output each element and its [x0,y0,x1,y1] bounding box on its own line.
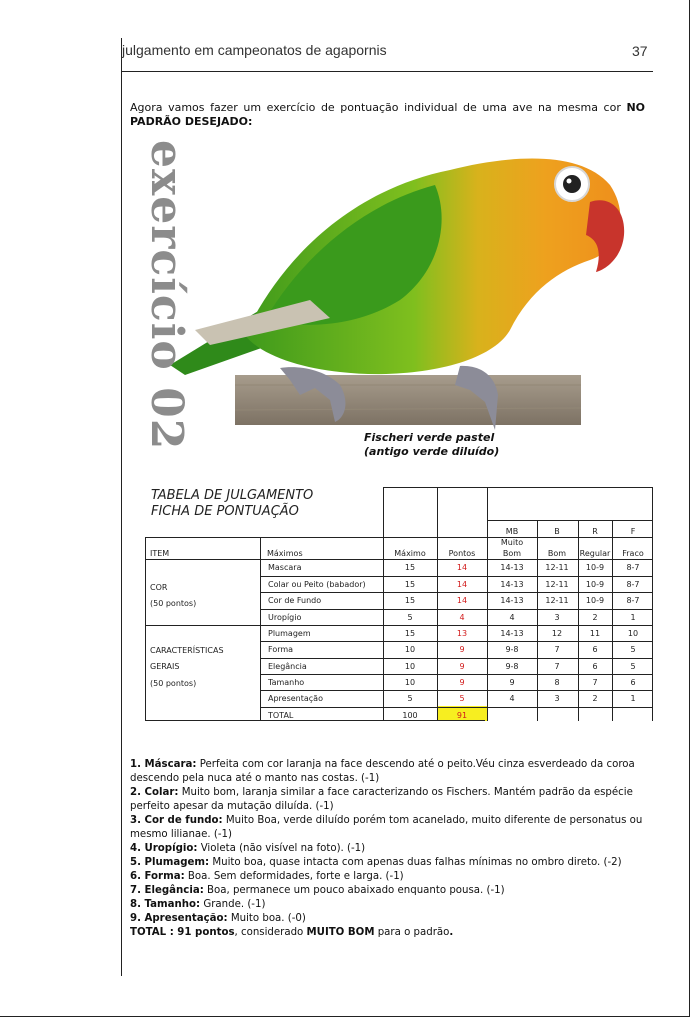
margin-rule [121,38,122,976]
group-caracteristicas: CARACTERÍSTICAS [150,646,224,655]
table-title-line2: FICHA DE PONTUAÇÃO [151,504,299,519]
row-r: 10-9 [585,563,605,572]
row-max: 10 [404,662,416,671]
note-text: Grande. (-1) [200,899,266,910]
note-text: Boa, permanece um pouco abaixado enquanto pousa. (-1) [203,885,505,896]
total-label: TOTAL [268,711,294,720]
row-label: Cor de Fundo [268,596,322,605]
header-f-sub: Fraco [622,549,644,558]
row-mb: 14-13 [500,629,524,638]
note-label: 3. Cor de fundo: [130,815,223,826]
caption-line1: Fischeri verde pastel [364,431,495,444]
header-rule [121,71,653,72]
group-caracteristicas-sub: (50 pontos) [150,679,197,688]
note-label: 7. Elegância: [130,885,204,896]
note-text: Muito boa. (-0) [227,913,306,924]
row-r: 11 [589,629,601,638]
note-item [130,814,650,842]
table-title-line1: TABELA DE JULGAMENTO [151,488,314,503]
table-rule [260,641,653,642]
row-f: 8-7 [626,580,640,589]
row-points: 9 [459,662,465,671]
row-label: Uropígio [268,613,302,622]
judging-table [145,487,654,721]
table-rule [145,537,146,721]
note-label: 1. Máscara: [130,759,197,770]
note-label: 9. Apresentação: [130,913,228,924]
note-text: Perfeita com cor laranja na face descendo até o peito.Véu cinza esverdeado da coroa descendo pela nuca até o manto nas costas. (-1) [130,759,635,784]
row-label: Forma [268,645,294,654]
total-note-part: . [449,927,454,938]
row-r: 10-9 [585,580,605,589]
row-mb: 4 [509,694,515,703]
total-points: 91 [456,711,468,720]
table-rule [260,658,653,659]
table-rule [260,537,261,721]
row-b: 7 [554,662,560,671]
row-points: 4 [459,613,465,622]
row-b: 12 [551,629,563,638]
row-mb: 14-13 [500,580,524,589]
row-max: 5 [407,613,413,622]
row-f: 8-7 [626,563,640,572]
header-item: ITEM [150,549,170,558]
note-item [130,884,650,898]
note-label: 6. Forma: [130,871,185,882]
table-rule [260,707,653,708]
header-b-sub: Bom [547,549,567,558]
header-pontos: Pontos [448,549,476,558]
row-f: 5 [630,662,636,671]
row-points: 13 [456,629,468,638]
note-item [130,786,650,814]
note-item [130,856,650,870]
total-note-part: TOTAL : 91 pontos [130,927,235,938]
table-rule [260,609,653,610]
header-r: R [592,527,598,536]
note-item [130,898,650,912]
row-f: 10 [627,629,639,638]
row-mb: 14-13 [500,596,524,605]
row-r: 6 [592,645,598,654]
total-note-part: para o padrão [374,927,450,938]
note-item [130,758,650,786]
intro-paragraph [130,101,645,129]
row-mb: 4 [509,613,515,622]
row-mb: 14-13 [500,563,524,572]
row-f: 1 [630,613,636,622]
row-r: 2 [592,694,598,703]
note-text: Muito bom, laranja similar a face caracterizando os Fischers. Mantém padrão da espécie perfeito apesar da mutação diluída. (-1) [130,787,633,812]
total-note-part: MUITO BOM [306,927,375,938]
group-cor: COR [150,583,168,592]
exercise-title-vertical [140,140,192,451]
header-mb-sub2: Bom [502,549,522,558]
row-b: 7 [554,645,560,654]
row-points: 14 [456,580,468,589]
caption-line2: (antigo verde diluído) [364,445,500,458]
row-label: Colar ou Peito (babador) [268,580,366,589]
table-rule [383,487,653,488]
note-text: Muito Boa, verde diluído porém tom acanelado, muito diferente de personatus ou mesmo lilianae. (-1) [130,815,643,840]
row-max: 15 [404,580,416,589]
row-b: 8 [554,678,560,687]
note-label: 5. Plumagem: [130,857,210,868]
table-rule [145,720,485,721]
note-item [130,912,650,926]
total-note-part: , considerado [234,927,307,938]
intro-bold: NO PADRÃO DESEJADO: [130,101,645,128]
header-mb: MB [505,527,519,536]
row-r: 7 [592,678,598,687]
intro-text: Agora vamos fazer um exercício de pontuação individual de uma ave na mesma cor [130,101,627,114]
row-b: 3 [554,694,560,703]
group-gerais: GERAIS [150,662,180,671]
header-maximo: Máximo [394,549,426,558]
row-f: 6 [630,678,636,687]
photo-caption [364,431,499,459]
row-max: 15 [404,629,416,638]
row-r: 2 [592,613,598,622]
row-points: 9 [459,678,465,687]
note-text: Boa. Sem deformidades, forte e larga. (-1) [184,871,404,882]
row-label: Elegância [268,662,307,671]
row-max: 10 [404,645,416,654]
row-f: 8-7 [626,596,640,605]
row-mb: 9 [509,678,515,687]
lovebird-illustration [150,140,630,450]
row-label: Tamanho [268,678,305,687]
row-label: Mascara [268,563,302,572]
note-label: 8. Tamanho: [130,899,201,910]
row-max: 10 [404,678,416,687]
row-mb: 9-8 [505,662,519,671]
row-b: 12-11 [545,596,569,605]
table-rule [260,690,653,691]
table-rule [145,559,653,560]
note-item [130,842,650,856]
header-maximos: Máximos [267,549,303,558]
running-header: julgamento em campeonatos de agapornis [122,42,387,58]
row-mb: 9-8 [505,645,519,654]
exercise-title-text: exercício 02 [141,140,192,451]
row-b: 12-11 [545,563,569,572]
row-points: 14 [456,563,468,572]
header-r-sub: Regular [579,549,611,558]
table-rule [145,625,653,626]
row-max: 5 [407,694,413,703]
table-rule [260,674,653,675]
row-r: 10-9 [585,596,605,605]
note-label: 4. Uropígio: [130,843,198,854]
total-note [130,926,650,940]
page-number: 37 [632,43,648,59]
row-points: 9 [459,645,465,654]
note-text: Muito boa, quase intacta com apenas duas falhas mínimas no ombro direto. (-2) [209,857,622,868]
header-b: B [554,527,560,536]
total-max: 100 [402,711,418,720]
row-points: 5 [459,694,465,703]
note-text: Violeta (não visível na foto). (-1) [197,843,366,854]
row-label: Plumagem [268,629,311,638]
scoring-notes [130,758,650,940]
row-f: 5 [630,645,636,654]
header-f: F [630,527,636,536]
row-b: 12-11 [545,580,569,589]
row-points: 14 [456,596,468,605]
row-b: 3 [554,613,560,622]
note-item [130,870,650,884]
table-rule [260,592,653,593]
note-label: 2. Colar: [130,787,179,798]
table-rule [145,537,653,538]
header-mb-sub1: Muito [500,538,524,547]
row-max: 15 [404,596,416,605]
row-r: 6 [592,662,598,671]
row-f: 1 [630,694,636,703]
row-max: 15 [404,563,416,572]
table-rule [260,576,653,577]
table-rule [487,520,653,521]
row-label: Apresentação [268,694,323,703]
group-cor-sub: (50 pontos) [150,599,197,608]
